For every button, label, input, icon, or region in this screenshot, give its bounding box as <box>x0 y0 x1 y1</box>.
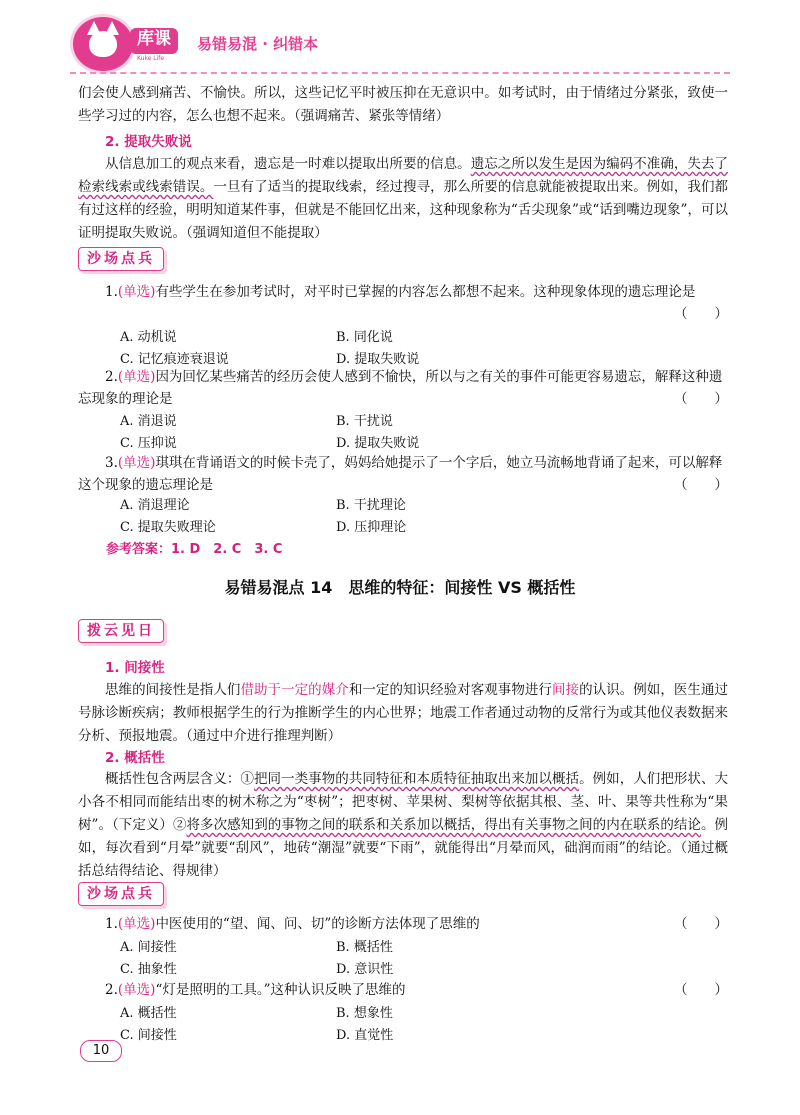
option-a: A. 概括性 <box>120 1006 177 1021</box>
text-span: 的认识。例如，医生通过号脉诊断疾病；教师根据学生的行为推断学生的内心世界；地震工作者通过动物的反常行为或其他仪表数据来分析、预报地震。（通过中介进行推理判断） <box>78 682 729 744</box>
option-c: C. 抽象性 <box>120 962 177 977</box>
option-a: A. 动机说 <box>120 330 177 345</box>
option-d: D. 压抑理论 <box>336 520 407 535</box>
practice-box-label: 沙场点兵 <box>78 882 164 906</box>
page-number: 10 <box>80 1040 122 1062</box>
question-1 <box>78 281 728 322</box>
question-number: 2. <box>105 369 118 385</box>
brand-logo: 库课 <box>130 28 178 54</box>
text-span: 。例如，人们把形状、大小各不相同而能结出枣的树木称之为“枣树”；把枣树、苹果树、梨树等依据其根、茎、叶、果等共性称为“果树”。（下定义）② <box>78 771 729 833</box>
header-divider <box>70 72 730 74</box>
option-d: D. 提取失败说 <box>336 436 420 451</box>
key-point-underline: 将多次感知到的事物之间的联系和关系加以概括，得出有关事物之间的内在联系的结论 <box>186 817 701 833</box>
question-type-tag: (单选) <box>117 369 156 385</box>
option-d: D. 提取失败说 <box>336 352 420 367</box>
question-number: 3. <box>105 455 118 471</box>
mascot-face <box>89 31 117 57</box>
mascot-logo <box>70 14 136 74</box>
question-number: 2. <box>105 982 118 998</box>
brand-subtitle: Kuke Life <box>137 55 165 62</box>
intro-paragraph: 们会使人感到痛苦、不愉快。所以，这些记忆平时被压抑在无意识中。如考试时，由于情绪过分紧张，致使一些学习过的内容，怎么也想不起来。（强调痛苦、紧张等情绪） <box>78 85 728 124</box>
subheading-retrieval-failure: 2. 提取失败说 <box>105 134 192 150</box>
option-b: B. 想象性 <box>336 1006 393 1021</box>
question-number: 1. <box>105 916 118 932</box>
text-span: 。例如，每次看到“月晕”就要“刮风”，地砖“潮湿”就要“下雨”，就能得出“月晕而风，础润而雨”的结论。（通过概括总结得结论、得规律） <box>78 817 729 879</box>
question-type-tag: (单选) <box>117 455 156 471</box>
key-point-underline: 把同一类事物的共同特征和本质特征抽取出来加以概括 <box>254 771 580 787</box>
text-span: 概括性包含两层含义：① <box>105 771 254 787</box>
reference-answers: 参考答案：1. D 2. C 3. C <box>106 542 283 557</box>
question-3 <box>78 452 728 496</box>
practice-box-label: 沙场点兵 <box>78 247 164 271</box>
question-2 <box>78 979 728 1001</box>
question-text: 有些学生在参加考试时，对平时已掌握的内容怎么都想不起来。这种现象体现的遗忘理论是 <box>155 284 696 300</box>
option-b: B. 概括性 <box>336 940 393 955</box>
indirectness-paragraph <box>78 679 728 748</box>
answer-blank: （ ） <box>674 982 728 998</box>
option-d: D. 直觉性 <box>336 1028 394 1043</box>
retrieval-failure-paragraph <box>78 153 728 245</box>
answer-blank: （ ） <box>674 391 728 407</box>
option-c: C. 提取失败理论 <box>120 520 216 535</box>
question-text: 中医使用的“望、闻、问、切”的诊断方法体现了思维的 <box>155 916 480 932</box>
answer-blank: （ ） <box>674 916 728 932</box>
question-text: 因为回忆某些痛苦的经历会使人感到不愉快，所以与之有关的事件可能更容易遗忘，解释这种遗忘现象的理论是 <box>78 369 723 407</box>
page-header <box>0 0 800 80</box>
question-type-tag: (单选) <box>117 916 156 932</box>
subheading-indirectness: 1. 间接性 <box>105 660 165 676</box>
text-span: 从信息加工的观点来看，遗忘是一时难以提取出所要的信息。 <box>105 156 471 172</box>
question-type-tag: (单选) <box>117 982 156 998</box>
highlight-text: 借助于一定的媒介 <box>240 682 349 698</box>
question-text: 琪琪在背诵语文的时候卡壳了，妈妈给她提示了一个字后，她立马流畅地背诵了起来，可以解释这个现象的遗忘理论是 <box>78 455 723 493</box>
header-title: 易错易混 · 纠错本 <box>197 35 319 53</box>
option-a: A. 消退说 <box>120 414 177 429</box>
subheading-generality: 2. 概括性 <box>105 750 165 766</box>
text-span: 和一定的知识经验对客观事物进行 <box>348 682 552 698</box>
option-b: B. 干扰说 <box>336 414 393 429</box>
highlight-text: 间接 <box>551 682 580 698</box>
key-point-underline: 遗忘之所以发生是因为编码不准确，失去了检索线索或线索错误。 <box>78 156 729 195</box>
text-span: 思维的间接性是指人们 <box>105 682 241 698</box>
explain-box-label: 拨云见日 <box>78 619 164 643</box>
question-2 <box>78 366 728 410</box>
section-title: 易错易混点 14 思维的特征：间接性 VS 概括性 <box>224 578 576 597</box>
question-number: 1. <box>105 284 118 300</box>
question-text: “灯是照明的工具。”这种认识反映了思维的 <box>155 982 406 998</box>
option-b: B. 干扰理论 <box>336 498 406 513</box>
answer-blank: （ ） <box>674 306 728 322</box>
answer-blank: （ ） <box>674 477 728 493</box>
option-c: C. 记忆痕迹衰退说 <box>120 352 229 367</box>
question-type-tag: (单选) <box>117 284 156 300</box>
option-a: A. 消退理论 <box>120 498 190 513</box>
text-span: 一旦有了适当的提取线索，经过搜寻，那么所要的信息就能被提取出来。例如，我们都有过这样的经验，明明知道某件事，但就是不能回忆出来，这种现象称为“舌尖现象”或“话到嘴边现象”，可以证明提取失败说。（强调知道但不能提取） <box>78 179 729 241</box>
generality-paragraph <box>78 768 728 883</box>
option-b: B. 同化说 <box>336 330 393 345</box>
option-c: C. 间接性 <box>120 1028 177 1043</box>
option-a: A. 间接性 <box>120 940 177 955</box>
option-c: C. 压抑说 <box>120 436 177 451</box>
question-1 <box>78 913 728 935</box>
option-d: D. 意识性 <box>336 962 394 977</box>
